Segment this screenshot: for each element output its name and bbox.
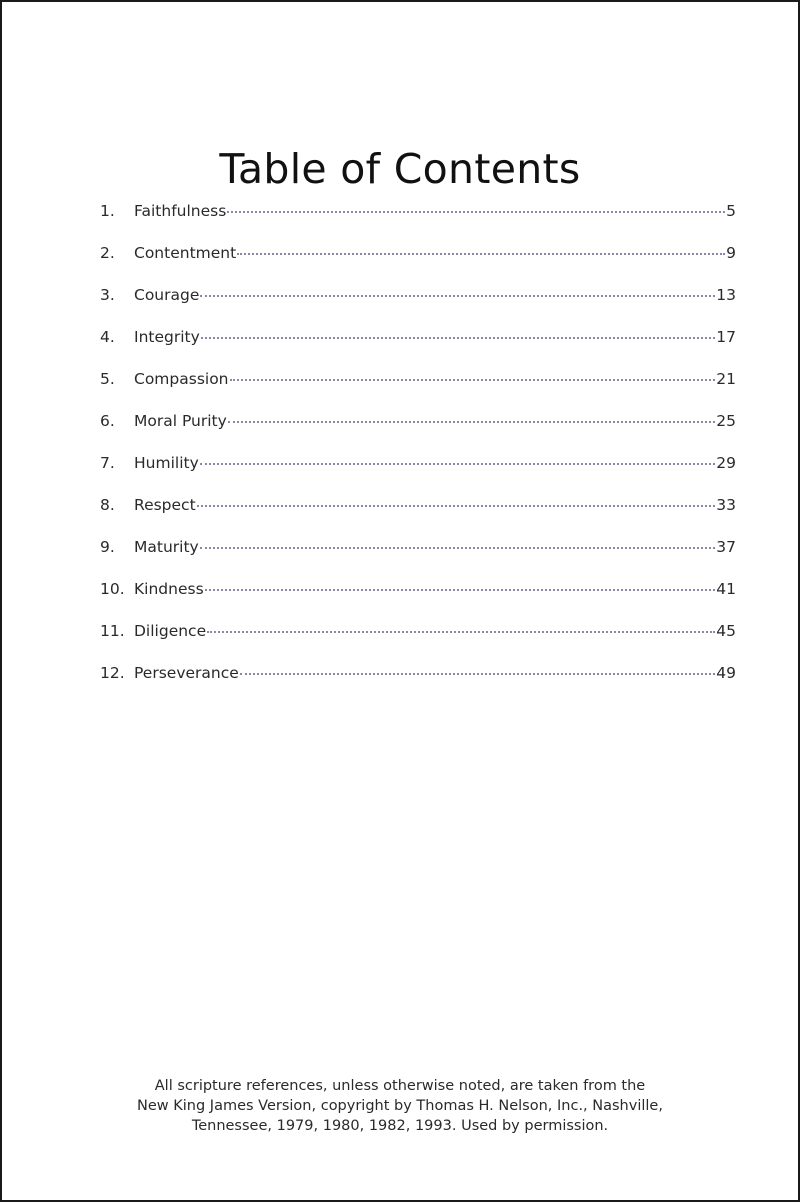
entry-number: 5.	[100, 370, 115, 388]
entry-page-number: 41	[716, 580, 736, 598]
dot-leader	[237, 253, 725, 255]
entry-number: 6.	[100, 412, 115, 430]
dot-leader	[200, 295, 715, 297]
entry-title: Humility	[134, 454, 199, 472]
dot-leader	[227, 211, 725, 213]
entry-number: 11.	[100, 622, 125, 640]
entry-page-number: 33	[716, 496, 736, 514]
toc-entry	[100, 370, 736, 412]
entry-page-number: 37	[716, 538, 736, 556]
dot-leader	[200, 547, 716, 549]
toc-entry	[100, 496, 736, 538]
toc-entry	[100, 244, 736, 286]
entry-title: Maturity	[134, 538, 199, 556]
entry-page-number: 45	[716, 622, 736, 640]
dot-leader	[230, 379, 716, 381]
page-title: Table of Contents	[219, 145, 581, 194]
entry-number: 4.	[100, 328, 115, 346]
entry-title: Kindness	[134, 580, 204, 598]
entry-title: Courage	[134, 286, 200, 304]
dot-leader	[207, 631, 715, 633]
entry-title: Faithfulness	[134, 202, 227, 220]
entry-page-number: 13	[716, 286, 736, 304]
entry-number: 7.	[100, 454, 115, 472]
entry-number: 1.	[100, 202, 115, 220]
toc-entry	[100, 328, 736, 370]
entry-page-number: 25	[716, 412, 736, 430]
entry-title: Moral Purity	[134, 412, 227, 430]
entry-title: Respect	[134, 496, 196, 514]
toc-entry	[100, 412, 736, 454]
toc-entry	[100, 454, 736, 496]
entry-title: Integrity	[134, 328, 200, 346]
entry-title: Perseverance	[134, 664, 239, 682]
toc-entry	[100, 286, 736, 328]
dot-leader	[228, 421, 715, 423]
entry-number: 8.	[100, 496, 115, 514]
toc-entry	[100, 664, 736, 706]
entry-page-number: 21	[716, 370, 736, 388]
toc-entry	[100, 580, 736, 622]
entry-title: Diligence	[134, 622, 207, 640]
notice-line: New King James Version, copyright by Thomas H. Nelson, Inc., Nashville,	[137, 1098, 663, 1114]
entry-page-number: 29	[716, 454, 736, 472]
dot-leader	[240, 673, 715, 675]
notice-line: Tennessee, 1979, 1980, 1982, 1993. Used by permission.	[191, 1118, 609, 1134]
entry-number: 3.	[100, 286, 115, 304]
entry-number: 2.	[100, 244, 115, 262]
dot-leader	[197, 505, 716, 507]
scripture-notice	[2, 1076, 798, 1136]
entry-page-number: 9	[726, 244, 736, 262]
entry-title: Compassion	[134, 370, 229, 388]
toc-entry	[100, 538, 736, 580]
entry-page-number: 17	[716, 328, 736, 346]
entry-number: 9.	[100, 538, 115, 556]
entry-number: 12.	[100, 664, 125, 682]
table-of-contents	[100, 202, 736, 706]
entry-page-number: 5	[726, 202, 736, 220]
entry-number: 10.	[100, 580, 125, 598]
toc-entry	[100, 202, 736, 244]
dot-leader	[201, 337, 715, 339]
entry-page-number: 49	[716, 664, 736, 682]
notice-line: All scripture references, unless otherwise noted, are taken from the	[154, 1078, 646, 1094]
toc-entry	[100, 622, 736, 664]
dot-leader	[205, 589, 716, 591]
dot-leader	[200, 463, 716, 465]
entry-title: Contentment	[134, 244, 237, 262]
